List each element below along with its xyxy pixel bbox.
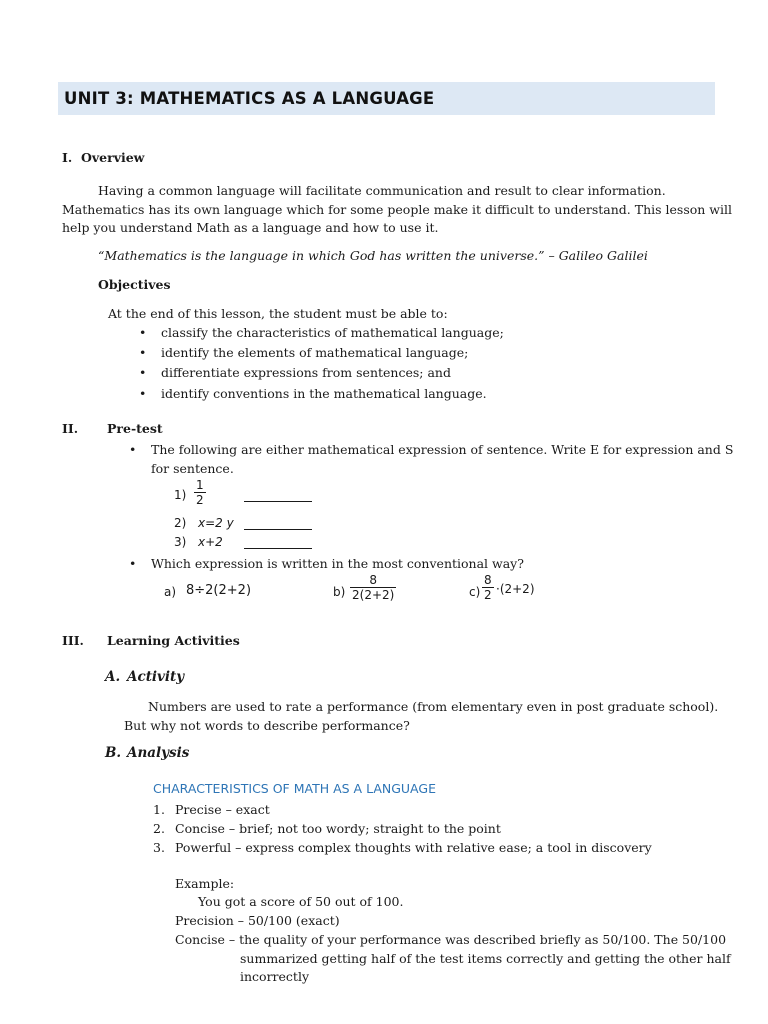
- characteristic-number: 1.: [153, 802, 165, 817]
- choice-expression-a: 8÷2(2+2): [186, 583, 252, 598]
- activity-letter: A.: [105, 669, 121, 685]
- section-number-learning: III.: [62, 633, 84, 648]
- answer-blank[interactable]: [244, 517, 312, 530]
- concise-line-1: Concise – the quality of your performance was described briefly as 50/100. The 50/100: [175, 932, 727, 947]
- objective-item: • differentiate expressions from sentences; and: [161, 363, 451, 382]
- section-number-pretest: II.: [62, 421, 79, 436]
- activity-heading: Activity: [127, 669, 185, 685]
- pretest-question-2: • Which expression is written in the most conventional way?: [151, 554, 524, 573]
- objective-item: • identify conventions in the mathematical language.: [161, 384, 487, 403]
- section-heading-overview: Overview: [81, 150, 145, 165]
- fraction-numerator: 8: [484, 573, 492, 587]
- pretest-item-label: 2): [174, 516, 187, 530]
- section-heading-pretest: Pre-test: [107, 421, 163, 436]
- characteristic-number: 3.: [153, 840, 165, 855]
- analysis-letter: B.: [105, 745, 122, 761]
- choice-label-b: b): [333, 585, 346, 599]
- pretest-instruction-line-1: • The following are either mathematical expression of sentence. Write E for expression and S: [151, 440, 733, 459]
- overview-paragraph-line-3: help you understand Math as a language and how to use it.: [62, 220, 439, 235]
- characteristic-text: Precise – exact: [175, 802, 270, 817]
- characteristic-number: 2.: [153, 821, 165, 836]
- galileo-quote: “Mathematics is the language in which God has written the universe.” – Galileo Galilei: [98, 248, 648, 263]
- fraction-denominator: 2: [484, 588, 492, 602]
- section-heading-learning: Learning Activities: [107, 633, 240, 648]
- section-number-overview: I.: [62, 150, 73, 165]
- choice-expression-b: [350, 573, 396, 602]
- example-label: Example:: [175, 876, 235, 891]
- characteristics-heading: CHARACTERISTICS OF MATH AS A LANGUAGE: [153, 781, 436, 796]
- fraction-numerator: 1: [196, 478, 204, 492]
- page-title: UNIT 3: MATHEMATICS AS A LANGUAGE: [64, 89, 435, 108]
- pretest-instruction-line-2: for sentence.: [151, 461, 234, 476]
- pretest-item-label: 1): [174, 488, 187, 502]
- characteristic-text: Concise – brief; not too wordy; straight to the point: [175, 821, 501, 836]
- answer-blank[interactable]: [244, 536, 312, 549]
- activity-line-2: But why not words to describe performance?: [124, 718, 410, 733]
- pretest-item-expression: x=2 y: [198, 516, 234, 530]
- analysis-heading: Analysis: [127, 745, 190, 761]
- choice-label-a: a): [164, 585, 177, 599]
- concise-line-3: incorrectly: [240, 969, 310, 984]
- example-score-line: You got a score of 50 out of 100.: [198, 894, 404, 909]
- choice-expression-c-fraction: [482, 573, 494, 602]
- objectives-intro: At the end of this lesson, the student must be able to:: [108, 306, 448, 321]
- choice-expression-c-rest: ·(2+2): [496, 582, 535, 596]
- overview-paragraph-line-1: Having a common language will facilitate communication and result to clear information.: [98, 183, 666, 198]
- fraction-one-half: [194, 478, 206, 507]
- fraction-denominator: 2(2+2): [352, 588, 395, 602]
- precision-line: Precision – 50/100 (exact): [175, 913, 340, 928]
- fraction-denominator: 2: [196, 493, 204, 507]
- concise-line-2: summarized getting half of the test items correctly and getting the other half: [240, 951, 731, 966]
- choice-label-c: c): [469, 585, 481, 599]
- objective-item: • identify the elements of mathematical language;: [161, 343, 468, 362]
- overview-paragraph-line-2: Mathematics has its own language which for some people make it difficult to understand. This lesson will: [62, 202, 732, 217]
- objectives-heading: Objectives: [98, 277, 171, 292]
- fraction-numerator: 8: [369, 573, 377, 587]
- pretest-item-label: 3): [174, 535, 187, 549]
- answer-blank[interactable]: [244, 489, 312, 502]
- objective-item: • classify the characteristics of mathematical language;: [161, 323, 504, 342]
- pretest-item-expression: x+2: [198, 535, 223, 549]
- characteristic-text: Powerful – express complex thoughts with relative ease; a tool in discovery: [175, 840, 652, 855]
- activity-line-1: Numbers are used to rate a performance (from elementary even in post graduate school).: [148, 699, 719, 714]
